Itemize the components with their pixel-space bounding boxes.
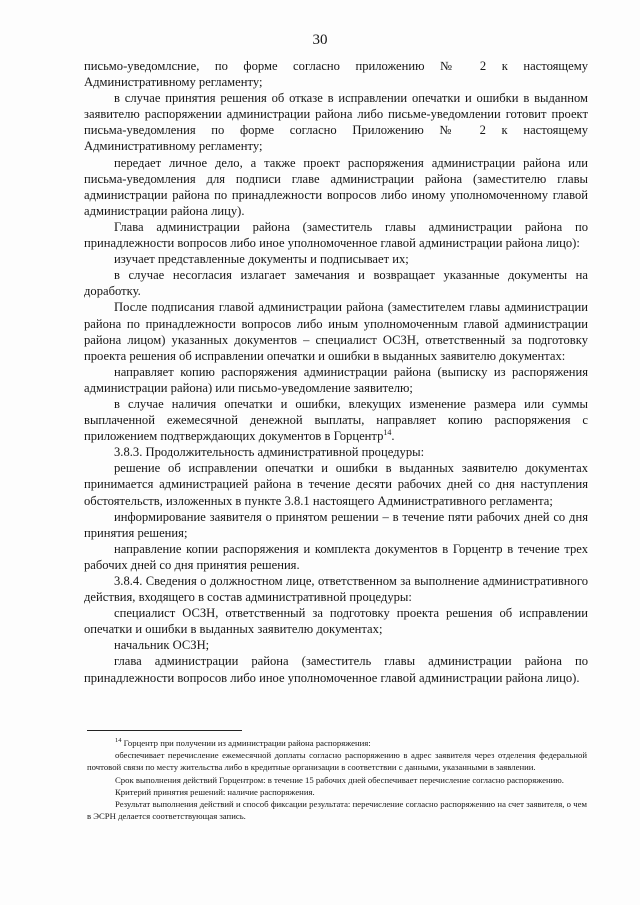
paragraph-text: направление копии распоряжения и комплекта документов в Горцентр в течение трех рабочих дней со дня принятия решения.	[84, 541, 588, 572]
paragraph-text: глава администрации района (заместитель главы администрации района по принадлежности вопросов либо иное уполномоченное главой администрации района лицо).	[84, 654, 588, 685]
paragraph	[84, 251, 588, 267]
paragraph-text: письмо-уведомлсние, по форме согласно приложению № 2 к настоящему Административному регламенту;	[84, 59, 588, 90]
paragraph	[84, 299, 588, 363]
paragraph	[84, 90, 588, 154]
footnote-text: Горцентр при получении из администрации района распоряжения:	[121, 738, 371, 748]
paragraph-text: 3.8.4. Сведения о должностном лице, ответственном за выполнение административного действия, входящего в состав административной процедуры:	[84, 574, 588, 605]
paragraph	[84, 267, 588, 299]
section-heading	[84, 444, 588, 460]
footnote	[87, 774, 587, 786]
footnote	[87, 798, 587, 822]
paragraph	[84, 155, 588, 219]
paragraph-text: 3.8.3. Продолжительность административной процедуры:	[114, 445, 425, 460]
footnote-marker: 14	[115, 737, 122, 745]
footnote-text: Критерий принятия решений: наличие распоряжения.	[115, 786, 315, 797]
paragraph	[84, 219, 588, 251]
paragraph-text-tail: .	[391, 429, 395, 444]
footnote-separator	[87, 730, 242, 731]
paragraph-text: в случае принятия решения об отказе в исправлении опечатки и ошибки в выданном заявителю распоряжении администрации района либо письме-уведомлении готовит проект письма-уведомления по форме согласно Приложению № 2 к настоящему Административному регламенту;	[84, 91, 588, 154]
paragraph-text: После подписания главой администрации района (заместителем главы администрации района по принадлежности вопросов либо иным уполномоченным главой администрации района лицом) указанных документов – специалист ОСЗН, ответственный за подготовку проекта решения об исправлении опечатки и ошибки в выданных заявителю документах:	[84, 300, 588, 363]
paragraph-text: в случае наличия опечатки и ошибки, влекущих изменение размера или суммы выплаченной ежемесячной денежной выплаты, направляет копию распоряжения с приложением подтверждающих документов в Горцентр	[84, 396, 588, 444]
paragraph	[84, 653, 588, 685]
page-number: 30	[312, 32, 328, 48]
paragraph-text: информирование заявителя о принятом решении – в течение пяти рабочих дней со дня принятия решения;	[84, 509, 588, 540]
paragraph-text: изучает представленные документы и подписывает их;	[114, 252, 409, 267]
paragraph	[84, 637, 588, 653]
footnote-text: Результат выполнения действий и способ фиксации результата: перечисление согласно распоряжению на счет заявителя, о чем в ЭСРН делается соответствующая запись.	[87, 799, 587, 822]
paragraph	[84, 605, 588, 637]
paragraph-text: специалист ОСЗН, ответственный за подготовку проекта решения об исправлении опечатки и ошибки в выданных заявителю документах;	[84, 606, 588, 637]
footnote	[87, 737, 587, 749]
paragraph-text: начальник ОСЗН;	[114, 638, 210, 653]
footnote	[87, 749, 587, 773]
paragraph	[84, 58, 588, 90]
body-text	[84, 58, 588, 686]
footnote	[87, 786, 587, 798]
footnote-text: обеспечивает перечисление ежемесячной доплаты согласно распоряжению в адрес заявителя через отделения федеральной почтовой связи по месту жительства либо в кредитные организации в соответствии с данными, указанными в заявлении.	[87, 750, 587, 773]
section-heading	[84, 573, 588, 605]
paragraph-text: решение об исправлении опечатки и ошибки в выданных заявителю документах принимается администрацией района в течение десяти рабочих дней со дня наступления обстоятельств, изложенных в пункте 3.8.1 настоящего Административного регламента;	[84, 461, 588, 508]
footnote-text: Срок выполнения действий Горцентром: в течение 15 рабочих дней обеспечивает перечисление согласно распоряжению.	[115, 774, 564, 785]
paragraph	[84, 509, 588, 541]
paragraph-text: передает личное дело, а также проект распоряжения администрации района или письма-уведомления для подписи главе администрации района (заместителю главы администрации района по принадлежности вопросов либо иному уполномоченному главой администрации района лицу).	[84, 155, 588, 218]
paragraph-text: в случае несогласия излагает замечания и возвращает указанные документы на доработку.	[84, 268, 588, 299]
paragraph	[84, 364, 588, 396]
footnotes	[87, 737, 587, 822]
paragraph	[84, 541, 588, 573]
paragraph	[84, 396, 588, 444]
footnote-reference[interactable]: 14	[383, 427, 392, 437]
paragraph	[84, 460, 588, 508]
paragraph-text: направляет копию распоряжения администрации района (выписку из распоряжения администрации района) или письмо-уведомление заявителю;	[84, 364, 588, 395]
paragraph-text: Глава администрации района (заместитель главы администрации района по принадлежности вопросов либо иное уполномоченное главой администрации района лицо):	[84, 219, 588, 251]
